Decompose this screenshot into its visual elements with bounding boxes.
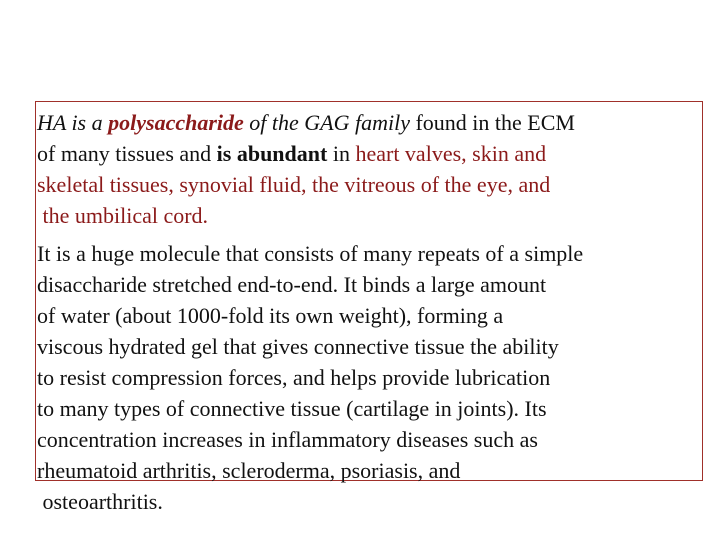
para1-line3: skeletal tissues, synovial fluid, the vitreous of the eye, and	[37, 172, 551, 197]
para1-line4: the umbilical cord.	[37, 203, 209, 228]
para2-line: to many types of connective tissue (cartilage in joints). Its	[37, 396, 547, 421]
text-fragment: in	[327, 141, 356, 166]
text-fragment: found in the ECM	[409, 110, 575, 135]
para2-line: to resist compression forces, and helps provide lubrication	[37, 365, 551, 390]
term-is-abundant: is abundant	[216, 141, 328, 166]
para2-line: osteoarthritis.	[37, 489, 163, 514]
term-polysaccharide: polysaccharide	[108, 110, 244, 135]
para2-line: rheumatoid arthritis, scleroderma, psoriasis, and	[37, 458, 461, 483]
para2-line: disaccharide stretched end-to-end. It binds a large amount	[37, 272, 547, 297]
para2-line: It is a huge molecule that consists of many repeats of a simple	[37, 241, 584, 266]
text-fragment: of many tissues and	[37, 141, 217, 166]
para2-line: concentration increases in inflammatory diseases such as	[37, 427, 538, 452]
term-ha: HA	[37, 110, 66, 135]
text-fragment: is a	[65, 110, 109, 135]
tissue-list: heart valves, skin and	[355, 141, 547, 166]
para1-line1	[37, 107, 575, 138]
term-gag-family: of the GAG family	[243, 110, 410, 135]
para2-line: of water (about 1000-fold its own weight), forming a	[37, 303, 504, 328]
para1-line2	[37, 138, 546, 169]
para2-line: viscous hydrated gel that gives connective tissue the ability	[37, 334, 559, 359]
